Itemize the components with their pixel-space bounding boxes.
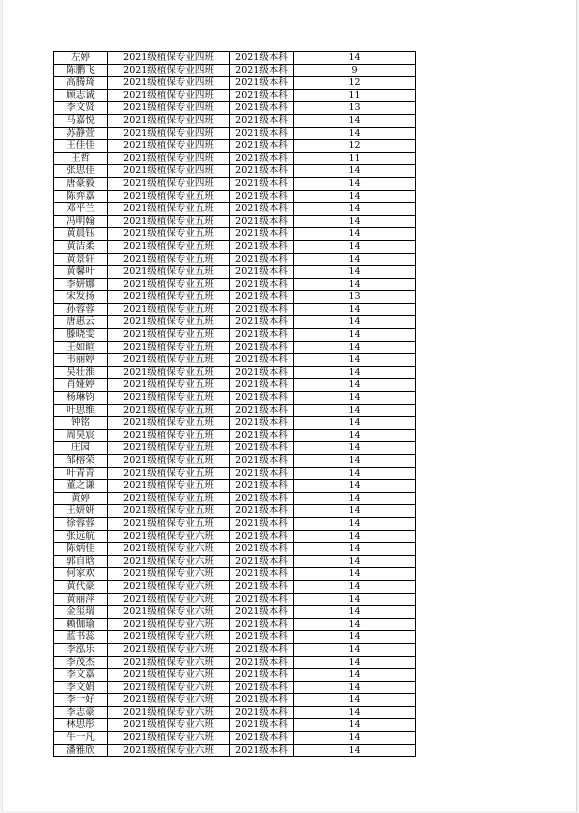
name-cell: 王妍妍 <box>54 505 108 518</box>
grade-cell: 2021级本科 <box>230 543 294 556</box>
grade-cell: 2021级本科 <box>230 719 294 732</box>
grade-cell: 2021级本科 <box>230 52 294 65</box>
score-cell: 14 <box>294 341 416 354</box>
table-row <box>54 291 416 304</box>
score-cell: 11 <box>294 89 416 102</box>
name-cell: 肖娅婷 <box>54 379 108 392</box>
table-row <box>54 593 416 606</box>
table-row <box>54 177 416 190</box>
name-cell: 韦丽婷 <box>54 354 108 367</box>
class-cell: 2021级植保专业五班 <box>108 455 230 468</box>
table-row <box>54 278 416 291</box>
class-cell: 2021级植保专业五班 <box>108 467 230 480</box>
table-row <box>54 165 416 178</box>
table-row <box>54 190 416 203</box>
score-cell: 14 <box>294 228 416 241</box>
score-cell: 14 <box>294 606 416 619</box>
name-cell: 郭自晗 <box>54 555 108 568</box>
class-cell: 2021级植保专业六班 <box>108 732 230 745</box>
table-row <box>54 329 416 342</box>
score-cell: 14 <box>294 694 416 707</box>
table-row <box>54 706 416 719</box>
score-cell: 9 <box>294 64 416 77</box>
table-row <box>54 555 416 568</box>
table-row <box>54 505 416 518</box>
name-cell: 邹榕荣 <box>54 455 108 468</box>
score-cell: 14 <box>294 455 416 468</box>
class-cell: 2021级植保专业六班 <box>108 543 230 556</box>
grade-cell: 2021级本科 <box>230 114 294 127</box>
grade-cell: 2021级本科 <box>230 203 294 216</box>
name-cell: 苏静萱 <box>54 127 108 140</box>
name-cell: 李文娟 <box>54 681 108 694</box>
name-cell: 李文嘉 <box>54 669 108 682</box>
class-cell: 2021级植保专业六班 <box>108 555 230 568</box>
name-cell: 王如暄 <box>54 341 108 354</box>
name-cell: 庄园 <box>54 442 108 455</box>
class-cell: 2021级植保专业五班 <box>108 303 230 316</box>
class-cell: 2021级植保专业五班 <box>108 203 230 216</box>
class-cell: 2021级植保专业五班 <box>108 379 230 392</box>
table-row <box>54 530 416 543</box>
table-row <box>54 643 416 656</box>
grade-cell: 2021级本科 <box>230 392 294 405</box>
grade-cell: 2021级本科 <box>230 215 294 228</box>
name-cell: 黄晨钰 <box>54 228 108 241</box>
score-cell: 14 <box>294 656 416 669</box>
table-row <box>54 568 416 581</box>
name-cell: 牛一凡 <box>54 732 108 745</box>
name-cell: 黄洁柔 <box>54 240 108 253</box>
score-cell: 14 <box>294 329 416 342</box>
table-row <box>54 64 416 77</box>
document-page <box>2 0 577 811</box>
name-cell: 李妍娜 <box>54 278 108 291</box>
grade-cell: 2021级本科 <box>230 165 294 178</box>
score-cell: 14 <box>294 114 416 127</box>
grade-cell: 2021级本科 <box>230 278 294 291</box>
class-cell: 2021级植保专业五班 <box>108 354 230 367</box>
table-row <box>54 442 416 455</box>
grade-cell: 2021级本科 <box>230 442 294 455</box>
name-cell: 张远航 <box>54 530 108 543</box>
grade-cell: 2021级本科 <box>230 656 294 669</box>
grade-cell: 2021级本科 <box>230 492 294 505</box>
score-cell: 14 <box>294 631 416 644</box>
name-cell: 李泓乐 <box>54 643 108 656</box>
table-row <box>54 631 416 644</box>
score-cell: 14 <box>294 392 416 405</box>
class-cell: 2021级植保专业四班 <box>108 77 230 90</box>
class-cell: 2021级植保专业四班 <box>108 152 230 165</box>
name-cell: 张思佳 <box>54 165 108 178</box>
name-cell: 吴壮淮 <box>54 366 108 379</box>
table-row <box>54 606 416 619</box>
grade-cell: 2021级本科 <box>230 530 294 543</box>
table-row <box>54 140 416 153</box>
name-cell: 唐惠云 <box>54 316 108 329</box>
table-row <box>54 392 416 405</box>
table-row <box>54 303 416 316</box>
score-cell: 14 <box>294 643 416 656</box>
score-cell: 14 <box>294 517 416 530</box>
score-cell: 14 <box>294 379 416 392</box>
table-row <box>54 656 416 669</box>
grade-cell: 2021级本科 <box>230 89 294 102</box>
table-row <box>54 114 416 127</box>
score-cell: 14 <box>294 530 416 543</box>
class-cell: 2021级植保专业五班 <box>108 442 230 455</box>
score-cell: 14 <box>294 568 416 581</box>
score-cell: 11 <box>294 152 416 165</box>
class-cell: 2021级植保专业四班 <box>108 114 230 127</box>
class-cell: 2021级植保专业五班 <box>108 404 230 417</box>
name-cell: 李志豪 <box>54 706 108 719</box>
score-cell: 14 <box>294 366 416 379</box>
class-cell: 2021级植保专业六班 <box>108 580 230 593</box>
grade-cell: 2021级本科 <box>230 64 294 77</box>
name-cell: 陈炳佳 <box>54 543 108 556</box>
name-cell: 李茂杰 <box>54 656 108 669</box>
name-cell: 林思彤 <box>54 719 108 732</box>
score-cell: 14 <box>294 593 416 606</box>
grade-cell: 2021级本科 <box>230 643 294 656</box>
class-cell: 2021级植保专业四班 <box>108 102 230 115</box>
table-row <box>54 316 416 329</box>
name-cell: 高腾琦 <box>54 77 108 90</box>
grade-cell: 2021级本科 <box>230 354 294 367</box>
score-cell: 14 <box>294 492 416 505</box>
grade-cell: 2021级本科 <box>230 706 294 719</box>
score-cell: 14 <box>294 442 416 455</box>
class-cell: 2021级植保专业六班 <box>108 618 230 631</box>
score-cell: 14 <box>294 580 416 593</box>
grade-cell: 2021级本科 <box>230 379 294 392</box>
class-cell: 2021级植保专业五班 <box>108 505 230 518</box>
name-cell: 宋发扬 <box>54 291 108 304</box>
grade-cell: 2021级本科 <box>230 253 294 266</box>
class-cell: 2021级植保专业六班 <box>108 669 230 682</box>
class-cell: 2021级植保专业四班 <box>108 177 230 190</box>
grade-cell: 2021级本科 <box>230 140 294 153</box>
class-cell: 2021级植保专业五班 <box>108 240 230 253</box>
student-table <box>53 51 416 757</box>
score-cell: 14 <box>294 669 416 682</box>
score-cell: 14 <box>294 618 416 631</box>
grade-cell: 2021级本科 <box>230 127 294 140</box>
class-cell: 2021级植保专业六班 <box>108 656 230 669</box>
table-row <box>54 152 416 165</box>
name-cell: 李文贤 <box>54 102 108 115</box>
grade-cell: 2021级本科 <box>230 303 294 316</box>
grade-cell: 2021级本科 <box>230 732 294 745</box>
table-body <box>54 52 416 757</box>
name-cell: 黄景轩 <box>54 253 108 266</box>
table-row <box>54 543 416 556</box>
name-cell: 左婷 <box>54 52 108 65</box>
table-row <box>54 732 416 745</box>
name-cell: 金玺瑞 <box>54 606 108 619</box>
grade-cell: 2021级本科 <box>230 316 294 329</box>
class-cell: 2021级植保专业四班 <box>108 140 230 153</box>
class-cell: 2021级植保专业六班 <box>108 568 230 581</box>
class-cell: 2021级植保专业四班 <box>108 127 230 140</box>
table-row <box>54 517 416 530</box>
table-row <box>54 492 416 505</box>
class-cell: 2021级植保专业六班 <box>108 643 230 656</box>
score-cell: 12 <box>294 77 416 90</box>
class-cell: 2021级植保专业四班 <box>108 89 230 102</box>
name-cell: 徐蓉蓉 <box>54 517 108 530</box>
score-cell: 14 <box>294 203 416 216</box>
table-row <box>54 694 416 707</box>
score-cell: 14 <box>294 266 416 279</box>
name-cell: 潘雅欣 <box>54 744 108 757</box>
class-cell: 2021级植保专业五班 <box>108 291 230 304</box>
name-cell: 冯明翰 <box>54 215 108 228</box>
class-cell: 2021级植保专业五班 <box>108 266 230 279</box>
score-cell: 14 <box>294 253 416 266</box>
grade-cell: 2021级本科 <box>230 480 294 493</box>
name-cell: 陈鹏飞 <box>54 64 108 77</box>
table-row <box>54 89 416 102</box>
grade-cell: 2021级本科 <box>230 291 294 304</box>
table-row <box>54 417 416 430</box>
grade-cell: 2021级本科 <box>230 417 294 430</box>
table-row <box>54 228 416 241</box>
score-cell: 14 <box>294 429 416 442</box>
class-cell: 2021级植保专业六班 <box>108 593 230 606</box>
table-row <box>54 203 416 216</box>
table-row <box>54 127 416 140</box>
table-row <box>54 240 416 253</box>
score-cell: 14 <box>294 165 416 178</box>
table-row <box>54 669 416 682</box>
table-row <box>54 404 416 417</box>
name-cell: 周昊宸 <box>54 429 108 442</box>
score-cell: 14 <box>294 719 416 732</box>
class-cell: 2021级植保专业五班 <box>108 190 230 203</box>
table-row <box>54 681 416 694</box>
class-cell: 2021级植保专业五班 <box>108 316 230 329</box>
table-row <box>54 102 416 115</box>
table-row <box>54 52 416 65</box>
name-cell: 蓝书蕊 <box>54 631 108 644</box>
name-cell: 王哲 <box>54 152 108 165</box>
class-cell: 2021级植保专业五班 <box>108 429 230 442</box>
class-cell: 2021级植保专业五班 <box>108 480 230 493</box>
score-cell: 14 <box>294 52 416 65</box>
grade-cell: 2021级本科 <box>230 77 294 90</box>
score-cell: 14 <box>294 303 416 316</box>
score-cell: 14 <box>294 417 416 430</box>
grade-cell: 2021级本科 <box>230 517 294 530</box>
grade-cell: 2021级本科 <box>230 505 294 518</box>
score-cell: 14 <box>294 467 416 480</box>
class-cell: 2021级植保专业六班 <box>108 530 230 543</box>
score-cell: 14 <box>294 505 416 518</box>
name-cell: 陈弈嘉 <box>54 190 108 203</box>
score-cell: 14 <box>294 706 416 719</box>
grade-cell: 2021级本科 <box>230 593 294 606</box>
table-row <box>54 455 416 468</box>
name-cell: 马嘉悦 <box>54 114 108 127</box>
name-cell: 董之谦 <box>54 480 108 493</box>
score-cell: 14 <box>294 543 416 556</box>
score-cell: 14 <box>294 404 416 417</box>
class-cell: 2021级植保专业六班 <box>108 694 230 707</box>
score-cell: 14 <box>294 240 416 253</box>
grade-cell: 2021级本科 <box>230 694 294 707</box>
class-cell: 2021级植保专业五班 <box>108 492 230 505</box>
class-cell: 2021级植保专业四班 <box>108 64 230 77</box>
name-cell: 王佳佳 <box>54 140 108 153</box>
table-row <box>54 215 416 228</box>
table-row <box>54 744 416 757</box>
grade-cell: 2021级本科 <box>230 190 294 203</box>
table-row <box>54 266 416 279</box>
grade-cell: 2021级本科 <box>230 177 294 190</box>
grade-cell: 2021级本科 <box>230 580 294 593</box>
table-row <box>54 719 416 732</box>
grade-cell: 2021级本科 <box>230 429 294 442</box>
name-cell: 赖伽瑜 <box>54 618 108 631</box>
class-cell: 2021级植保专业五班 <box>108 329 230 342</box>
table-row <box>54 429 416 442</box>
class-cell: 2021级植保专业四班 <box>108 52 230 65</box>
class-cell: 2021级植保专业五班 <box>108 341 230 354</box>
score-cell: 14 <box>294 215 416 228</box>
name-cell: 滕晓雯 <box>54 329 108 342</box>
grade-cell: 2021级本科 <box>230 240 294 253</box>
class-cell: 2021级植保专业六班 <box>108 719 230 732</box>
grade-cell: 2021级本科 <box>230 631 294 644</box>
table-row <box>54 379 416 392</box>
table-row <box>54 354 416 367</box>
class-cell: 2021级植保专业五班 <box>108 278 230 291</box>
class-cell: 2021级植保专业五班 <box>108 392 230 405</box>
score-cell: 12 <box>294 140 416 153</box>
grade-cell: 2021级本科 <box>230 455 294 468</box>
grade-cell: 2021级本科 <box>230 366 294 379</box>
table-row <box>54 341 416 354</box>
table-row <box>54 253 416 266</box>
table-row <box>54 480 416 493</box>
name-cell: 黄婷 <box>54 492 108 505</box>
grade-cell: 2021级本科 <box>230 467 294 480</box>
grade-cell: 2021级本科 <box>230 329 294 342</box>
class-cell: 2021级植保专业六班 <box>108 744 230 757</box>
class-cell: 2021级植保专业五班 <box>108 517 230 530</box>
grade-cell: 2021级本科 <box>230 341 294 354</box>
grade-cell: 2021级本科 <box>230 152 294 165</box>
score-cell: 14 <box>294 190 416 203</box>
grade-cell: 2021级本科 <box>230 669 294 682</box>
class-cell: 2021级植保专业六班 <box>108 706 230 719</box>
name-cell: 叶青青 <box>54 467 108 480</box>
score-cell: 14 <box>294 278 416 291</box>
score-cell: 14 <box>294 744 416 757</box>
name-cell: 黄丽萍 <box>54 593 108 606</box>
class-cell: 2021级植保专业六班 <box>108 631 230 644</box>
score-cell: 14 <box>294 354 416 367</box>
score-cell: 13 <box>294 102 416 115</box>
class-cell: 2021级植保专业五班 <box>108 215 230 228</box>
class-cell: 2021级植保专业五班 <box>108 366 230 379</box>
grade-cell: 2021级本科 <box>230 744 294 757</box>
grade-cell: 2021级本科 <box>230 555 294 568</box>
score-cell: 14 <box>294 480 416 493</box>
grade-cell: 2021级本科 <box>230 102 294 115</box>
name-cell: 何家欢 <box>54 568 108 581</box>
class-cell: 2021级植保专业六班 <box>108 606 230 619</box>
score-cell: 14 <box>294 316 416 329</box>
grade-cell: 2021级本科 <box>230 228 294 241</box>
table-row <box>54 366 416 379</box>
score-cell: 14 <box>294 732 416 745</box>
name-cell: 顾志诚 <box>54 89 108 102</box>
name-cell: 孙蓉蓉 <box>54 303 108 316</box>
class-cell: 2021级植保专业四班 <box>108 165 230 178</box>
class-cell: 2021级植保专业六班 <box>108 681 230 694</box>
table-row <box>54 618 416 631</box>
score-cell: 13 <box>294 291 416 304</box>
class-cell: 2021级植保专业五班 <box>108 228 230 241</box>
name-cell: 叶思维 <box>54 404 108 417</box>
name-cell: 唐豪毅 <box>54 177 108 190</box>
score-cell: 14 <box>294 177 416 190</box>
grade-cell: 2021级本科 <box>230 266 294 279</box>
table-row <box>54 77 416 90</box>
grade-cell: 2021级本科 <box>230 618 294 631</box>
class-cell: 2021级植保专业五班 <box>108 417 230 430</box>
name-cell: 黄馨叶 <box>54 266 108 279</box>
name-cell: 钟铭 <box>54 417 108 430</box>
name-cell: 李一好 <box>54 694 108 707</box>
table-row <box>54 467 416 480</box>
score-cell: 14 <box>294 127 416 140</box>
grade-cell: 2021级本科 <box>230 404 294 417</box>
name-cell: 黄代豪 <box>54 580 108 593</box>
grade-cell: 2021级本科 <box>230 681 294 694</box>
grade-cell: 2021级本科 <box>230 606 294 619</box>
score-cell: 14 <box>294 681 416 694</box>
score-cell: 14 <box>294 555 416 568</box>
class-cell: 2021级植保专业五班 <box>108 253 230 266</box>
name-cell: 邓平兰 <box>54 203 108 216</box>
name-cell: 杨琳钧 <box>54 392 108 405</box>
grade-cell: 2021级本科 <box>230 568 294 581</box>
table-row <box>54 580 416 593</box>
